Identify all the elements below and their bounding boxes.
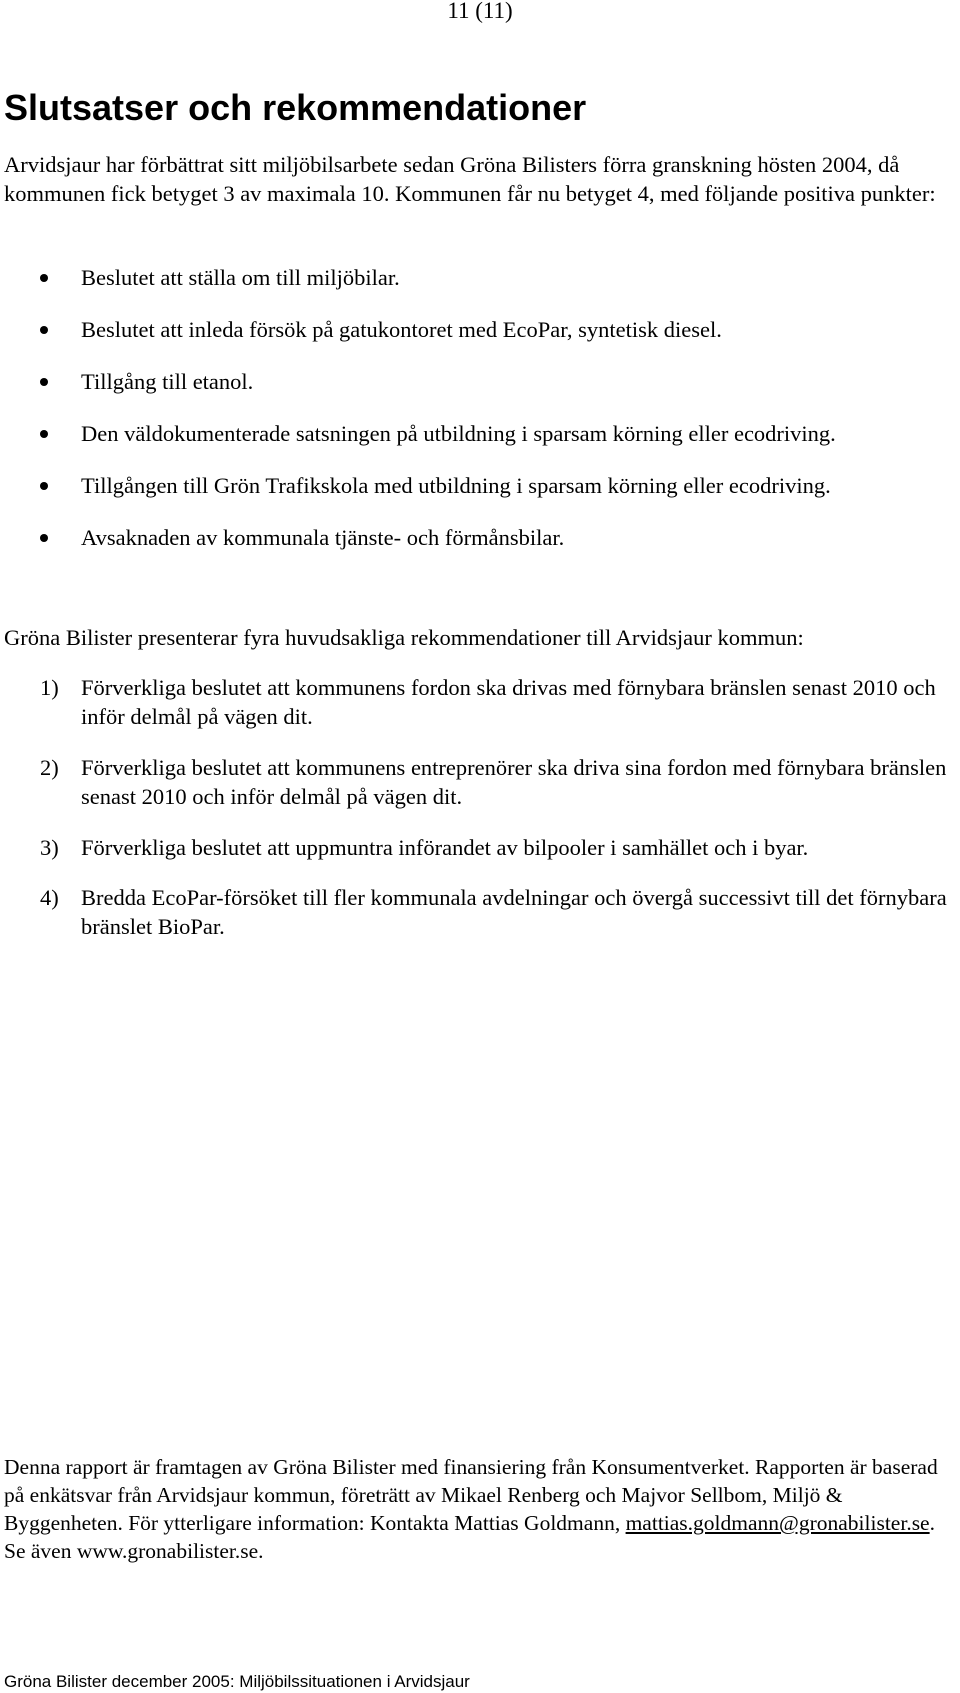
- recommendation-number: 1): [40, 675, 59, 700]
- list-item-text: Avsaknaden av kommunala tjänste- och förmånsbilar.: [81, 525, 565, 550]
- bullet-icon: [40, 378, 48, 386]
- recommendation-text: Bredda EcoPar-försöket till fler kommunala avdelningar och övergå successivt till det förnybara bränslet BioPar.: [81, 885, 947, 939]
- list-item-text: Beslutet att inleda försök på gatukontoret med EcoPar, syntetisk diesel.: [81, 317, 722, 342]
- recommendation-text: Förverkliga beslutet att kommunens fordon ska drivas med förnybara bränslen senast 2010 och inför delmål på vägen dit.: [81, 675, 936, 729]
- bullet-icon: [40, 430, 48, 438]
- recommendation-number: 3): [40, 835, 59, 860]
- recommendation-number: 2): [40, 755, 59, 780]
- bullet-icon: [40, 534, 48, 542]
- recommendations-intro: Gröna Bilister presenterar fyra huvudsakliga rekommendationer till Arvidsjaur kommun:: [4, 625, 804, 650]
- recommendation-item: [0, 833, 960, 862]
- bullet-icon: [40, 482, 48, 490]
- recommendation-number: 4): [40, 885, 59, 910]
- footnote-website-text: . Se även www.gronabilister.se.: [4, 1511, 935, 1563]
- recommendation-text: Förverkliga beslutet att kommunens entreprenörer ska driva sina fordon med förnybara bränslen senast 2010 och inför delmål på vägen dit.: [81, 755, 947, 809]
- recommendation-item: [0, 883, 960, 941]
- list-item-text: Tillgången till Grön Trafikskola med utbildning i sparsam körning eller ecodriving.: [81, 473, 831, 498]
- list-item-text: Den väldokumenterade satsningen på utbildning i sparsam körning eller ecodriving.: [81, 421, 836, 446]
- recommendation-text: Förverkliga beslutet att uppmuntra införandet av bilpooler i samhället och i byar.: [81, 835, 809, 860]
- footnote-text: Denna rapport är framtagen av Gröna Bilister med finansiering från Konsumentverket. Rapporten är baserad på enkätsvar från Arvidsjaur kommun, företrätt av Mikael Renberg och Majvor Sellbom, Miljö & Byggenheten. För ytterligare information: Kontakta Mattias Goldmann,: [4, 1455, 938, 1535]
- recommendation-item: [0, 673, 960, 731]
- recommendation-item: [0, 753, 960, 811]
- page-footer: Gröna Bilister december 2005: Miljöbilssituationen i Arvidsjaur: [4, 1672, 470, 1691]
- report-footnote: [4, 1453, 960, 1565]
- page-number: 11 (11): [447, 0, 513, 23]
- section-heading: Slutsatser och rekommendationer: [4, 87, 587, 128]
- intro-paragraph: Arvidsjaur har förbättrat sitt miljöbilsarbete sedan Gröna Bilisters förra granskning hösten 2004, då kommunen fick betyget 3 av maximala 10. Kommunen får nu betyget 4, med följande positiva punkter:: [4, 152, 936, 206]
- recommendations-list: [0, 673, 960, 963]
- bullet-icon: [40, 274, 48, 282]
- list-item-text: Tillgång till etanol.: [81, 369, 254, 394]
- bullet-icon: [40, 326, 48, 334]
- contact-email-link[interactable]: mattias.goldmann@gronabilister.se: [625, 1511, 930, 1535]
- list-item-text: Beslutet att ställa om till miljöbilar.: [81, 265, 400, 290]
